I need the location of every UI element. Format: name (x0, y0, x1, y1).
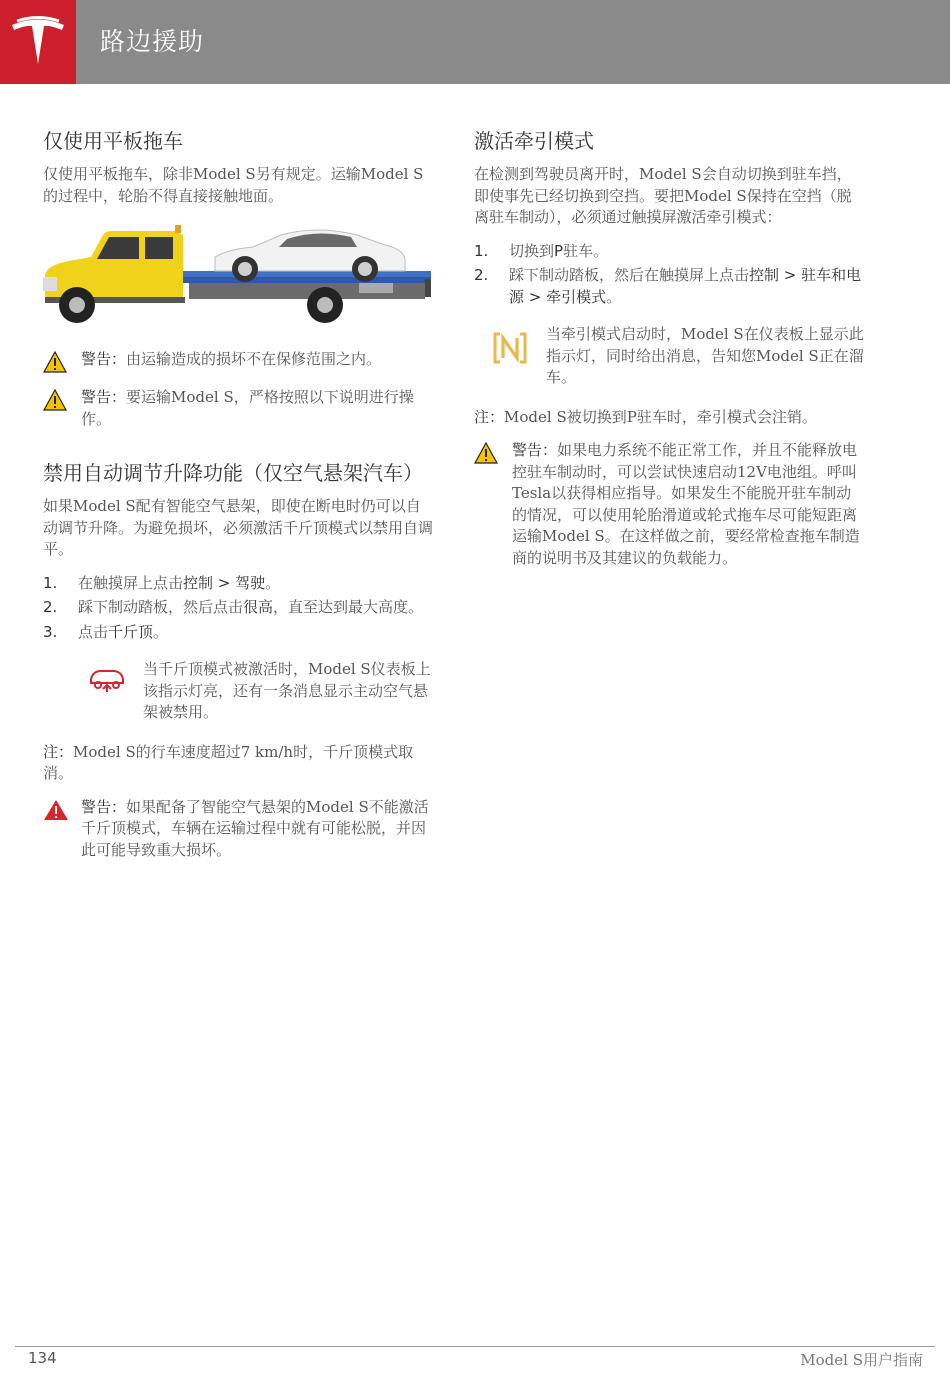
step-text: 踩下制动踏板，然后点击 (78, 598, 244, 616)
danger-notice (43, 797, 435, 862)
flatbed-truck-illustration (39, 219, 435, 335)
tow-indicator-text: 当牵引模式启动时，Model S在仪表板上显示此指示灯，同时给出消息，告知您Model S正在溜车。 (546, 325, 864, 386)
step-text: 。 (606, 287, 622, 306)
step-number: 3. (43, 622, 58, 641)
left-column (43, 128, 435, 871)
note (474, 407, 866, 429)
jack-mode-indicator (43, 659, 435, 724)
note-label: 注： (43, 742, 74, 761)
warning-label: 警告： (81, 797, 127, 816)
step-text: 踩下制动踏板，然后在触摸屏上点击 (509, 266, 750, 284)
danger-triangle-icon (43, 797, 81, 862)
step-number: 1. (474, 241, 489, 260)
step-number: 2. (474, 266, 489, 284)
tesla-logo-icon (0, 0, 76, 84)
warning-triangle-icon (43, 387, 81, 430)
page-number: 134 (28, 1349, 57, 1367)
note (43, 742, 435, 785)
warning-text: 如果配备了智能空气悬架的Model S不能激活千斤顶模式，车辆在运输过程中就有可能松脱，并因此可能导致重大损坏。 (81, 797, 429, 859)
page-header (0, 0, 950, 84)
ui-term: P (554, 241, 564, 260)
warning-text: 如果电力系统不能正常工作，并且不能释放电控驻车制动时，可以尝试快速启动12V电池组。呼叫Tesla以获得相应指导。如果发生不能脱开驻车制动的情况，可以使用轮胎滑道或轮式拖车尽可能短距离运输Model S。在这样做之前，要经常检查拖车制造商的说明书及其建议的负载能力。 (512, 441, 860, 567)
guide-title: Model S用户指南 (800, 1351, 923, 1369)
right-column (474, 128, 866, 579)
warning-text: 由运输造成的损坏不在保修范围之内。 (126, 350, 382, 368)
step-item (474, 265, 866, 308)
ui-term: 控制 > 驻车和电源 > 牵引模式 (509, 266, 862, 306)
ui-term: 很高 (243, 598, 274, 616)
step-item (474, 241, 866, 263)
tow-mode-n-icon (474, 324, 546, 389)
step-item (43, 573, 435, 595)
note-text: Model S的行车速度超过7 km/h时，千斤顶模式取消。 (43, 742, 414, 782)
flatbed-body: 仅使用平板拖车，除非Model S另有规定。运输Model S的过程中，轮胎不得直接接触地面。 (43, 165, 424, 205)
step-text: 切换到 (509, 241, 555, 260)
step-item (43, 597, 435, 619)
step-number: 2. (43, 598, 58, 616)
warning-label: 警告： (81, 350, 127, 368)
tow-mode-body: 在检测到驾驶员离开时，Model S会自动切换到驻车挡，即使事先已经切换到空挡。要把Model S保持在空挡（脱离驻车制动），必须通过触摸屏激活牵引模式： (474, 165, 852, 226)
warning-notice (474, 440, 866, 569)
page-title: 路边援助 (100, 27, 205, 56)
step-text: 在触摸屏上点击 (78, 573, 184, 592)
footer-divider (15, 1346, 935, 1347)
step-text: ，直至达到最大高度。 (273, 598, 424, 616)
warning-label: 警告： (512, 441, 558, 459)
tow-mode-indicator (474, 324, 866, 389)
warning-notice (43, 387, 435, 430)
section-title-tow-mode: 激活牵引模式 (474, 129, 594, 153)
warning-label: 警告： (81, 388, 127, 406)
note-label: 注： (474, 407, 505, 426)
step-text: 点击 (78, 622, 109, 641)
note-text: Model S被切换到P驻车时，牵引模式会注销。 (504, 407, 817, 426)
warning-triangle-icon (474, 440, 512, 569)
step-text: 。 (153, 622, 169, 641)
warning-notice (43, 349, 435, 377)
warning-triangle-icon (43, 349, 81, 377)
step-text: 。 (265, 573, 281, 592)
jack-mode-body: 如果Model S配有智能空气悬架，即使在断电时仍可以自动调节升降。为避免损坏，必须激活千斤顶模式以禁用自调平。 (43, 497, 434, 558)
section-title-flatbed: 仅使用平板拖车 (43, 129, 183, 153)
step-item (43, 622, 435, 644)
ui-term: 控制 > 驾驶 (183, 573, 266, 592)
jack-indicator-text: 当千斤顶模式被激活时，Model S仪表板上该指示灯亮，还有一条消息显示主动空气悬架被禁用。 (143, 660, 431, 721)
ui-term: 千斤顶 (108, 622, 154, 641)
suspension-jack-icon (71, 659, 143, 724)
step-number: 1. (43, 573, 58, 592)
warning-text: 要运输Model S，严格按照以下说明进行操作。 (81, 388, 414, 428)
section-title-jack-mode: 禁用自动调节升降功能（仅空气悬架汽车） (43, 461, 423, 485)
step-text: 驻车。 (563, 241, 609, 260)
